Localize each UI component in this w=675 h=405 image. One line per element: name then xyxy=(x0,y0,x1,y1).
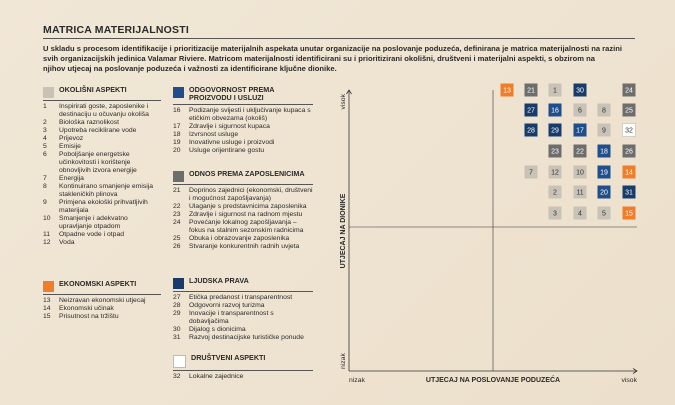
legend-item-number: 15 xyxy=(43,313,51,320)
legend-item-text: Podizanje svijesti i uključivanje kupaca s etičkim obvezama (okoliš) xyxy=(189,107,311,123)
matrix-cell-label: 15 xyxy=(625,210,633,218)
legend-item-text: Stvaranje konkurentnih radnih uvjeta xyxy=(189,243,300,250)
matrix-cell-label: 27 xyxy=(527,107,535,115)
matrix-cell-label: 12 xyxy=(551,169,559,177)
legend-item-text: Ekonomski učinak xyxy=(59,305,114,312)
matrix-cell-label: 19 xyxy=(600,169,608,177)
matrix-cell-label: 9 xyxy=(602,127,606,135)
legend-item-text: Poboljšanje energetske učinkovitosti i korištenje obnovljivih izvora energije xyxy=(59,151,137,174)
legend-item-number: 2 xyxy=(43,119,47,126)
legend-item-text: Zdravlje i sigurnost kupaca xyxy=(189,123,270,131)
legend-item-text: Obuka i obrazovanje zaposlenika xyxy=(189,235,290,242)
legend-item-number: 30 xyxy=(173,326,181,333)
legend-item-number: 20 xyxy=(173,147,181,155)
matrix-cell-label: 2 xyxy=(553,189,557,197)
legend-item-text: Otpadne vode i otpad xyxy=(59,231,124,238)
legend-item-text: Inovativne usluge i proizvodi xyxy=(189,139,275,147)
legend-category-title: EKONOMSKI ASPEKTI xyxy=(59,279,137,288)
legend-item-number: 21 xyxy=(173,187,181,194)
matrix-cell-label: 22 xyxy=(576,148,584,156)
matrix-cell-label: 3 xyxy=(553,210,557,218)
legend-item-number: 32 xyxy=(173,373,181,380)
matrix-cell-label: 10 xyxy=(576,169,584,177)
legend-item-text: Usluge orijentirane gostu xyxy=(189,147,265,155)
matrix-cell-label: 32 xyxy=(625,127,633,135)
legend-item-text: Biološka raznolikost xyxy=(59,119,120,126)
legend-item-text: Lokalne zajednice xyxy=(189,373,244,380)
legend-item-text: Dijalog s dionicima xyxy=(189,326,246,333)
legend-item-number: 28 xyxy=(173,302,181,309)
matrix-cell-label: 16 xyxy=(551,107,559,115)
legend-item-text: Prisutnost na tržištu xyxy=(59,313,119,320)
legend-item-number: 11 xyxy=(43,231,51,238)
legend-category-title: ODGOVORNOST PREMA PROIZVODU I USLUZI xyxy=(189,85,275,103)
legend-item-text: Upotreba recikliranе vode xyxy=(59,127,137,134)
legend-item-number: 22 xyxy=(173,203,181,210)
legend-item-text: Etička predanost i transparentnost xyxy=(189,294,293,301)
matrix-cell-label: 6 xyxy=(578,107,582,115)
legend-item-number: 5 xyxy=(43,143,47,150)
matrix-cell-label: 28 xyxy=(527,127,535,135)
y-axis-title: UTJECAJ NA DIONIKE xyxy=(340,193,347,269)
legend-item-text: Odgovorni razvoj turizma xyxy=(189,302,265,309)
legend-item-number: 3 xyxy=(43,127,47,134)
legend-item-number: 8 xyxy=(43,183,47,190)
legend-item-number: 26 xyxy=(173,243,181,250)
matrix-cell-label: 13 xyxy=(503,87,511,95)
matrix-cell-label: 11 xyxy=(576,189,584,197)
legend-item-number: 24 xyxy=(173,219,181,226)
matrix-cell-label: 1 xyxy=(553,87,557,95)
legend-item-number: 12 xyxy=(43,239,51,246)
x-axis-low-label: nizak xyxy=(349,377,365,384)
legend-item-text: Voda xyxy=(59,239,75,246)
legend-item-text: Izvrsnost usluge xyxy=(189,131,239,139)
legend-item-number: 13 xyxy=(43,297,51,304)
legend-item-text: Smanjenje i adekvatno upravljanje otpadom xyxy=(59,215,128,230)
legend-item-text: Kontinuirano smanjenje emisija stakleničkih plinova xyxy=(59,183,154,198)
legend-item-text: Prijevoz xyxy=(59,135,84,142)
matrix-cell-label: 8 xyxy=(602,107,606,115)
legend-item-text: Zdravlje i sigurnost na radnom mjestu xyxy=(189,211,303,218)
legend-item-text: Inspirirati goste, zaposlenike i destinaciju u očuvanju okoliša xyxy=(59,103,149,118)
legend-item-text: Povećanje lokalnog zapošljavanja – fokus na stalnim sezonskim radnicima xyxy=(189,219,304,234)
legend-item-text: Emisije xyxy=(59,143,81,150)
legend-item-text: Energija xyxy=(59,175,84,182)
matrix-cell-label: 20 xyxy=(600,189,608,197)
legend-item-number: 7 xyxy=(43,175,47,182)
legend-item-number: 14 xyxy=(43,305,51,312)
legend-item-number: 1 xyxy=(43,103,47,110)
legend-item-number: 31 xyxy=(173,334,181,341)
legend-item-text: Inovacije i transparentnost s dobavljačima xyxy=(189,310,274,325)
matrix-cell-label: 25 xyxy=(625,107,633,115)
matrix-cell-label: 7 xyxy=(529,169,533,177)
legend-item-text: Primjena ekološki prihvatljivih materijala xyxy=(59,199,148,214)
legend-item-number: 27 xyxy=(173,294,181,301)
legend-item-text: Neizravan ekonomski utjecaj xyxy=(59,297,146,304)
matrix-cell-label: 26 xyxy=(625,148,633,156)
matrix-cell-label: 24 xyxy=(625,87,633,95)
legend-item-number: 16 xyxy=(173,107,181,115)
matrix-cell-label: 14 xyxy=(625,169,633,177)
legend-item-number: 9 xyxy=(43,199,47,206)
legend-item-number: 25 xyxy=(173,235,181,242)
matrix-cell-label: 29 xyxy=(551,127,559,135)
legend-item-number: 23 xyxy=(173,211,181,218)
intro-line: njihov utjecaj na poslovanje poduzeća i važnosti za identificirane ključne dionike. xyxy=(43,64,337,73)
x-axis-high-label: visok xyxy=(621,377,637,384)
matrix-cell-label: 4 xyxy=(578,210,582,218)
legend-item-number: 17 xyxy=(173,123,181,131)
legend-item-number: 10 xyxy=(43,215,51,222)
legend-item-number: 4 xyxy=(43,135,47,142)
matrix-cell-label: 23 xyxy=(551,148,559,156)
legend-category-title: ODNOS PREMA ZAPOSLENICIMA xyxy=(189,169,305,178)
legend-item-number: 18 xyxy=(173,131,181,139)
matrix-cell-label: 30 xyxy=(576,87,584,95)
matrix-cell-label: 18 xyxy=(600,148,608,156)
legend-item-number: 29 xyxy=(173,310,181,317)
legend-category-title: LJUDSKA PRAVA xyxy=(189,276,249,285)
y-axis-low-label: nizak xyxy=(340,353,347,369)
matrix-cell-label: 17 xyxy=(576,127,584,135)
legend-item-text: Razvoj destinacijske turističke ponude xyxy=(189,334,304,341)
legend-item-text: Ulaganje s predstavnicima zaposlenika xyxy=(189,203,307,210)
legend-item-number: 6 xyxy=(43,151,47,158)
matrix-cell-label: 21 xyxy=(527,87,535,95)
matrix-cell-label: 5 xyxy=(602,210,606,218)
legend-item-text: Doprinos zajednici (ekonomski, društveni i mogućnost zapošljavanja) xyxy=(189,187,313,202)
intro-line: svih organizacijskih jedinica Valamar Riviere. Matricom materijalnosti identificirani su i prioritizirani okolišni, društveni i materijalni aspekti, s obzirom na xyxy=(43,54,595,63)
legend-category-title: OKOLIŠNI ASPEKTI xyxy=(59,85,127,94)
legend-item-number: 19 xyxy=(173,139,181,147)
legend-category-title: DRUŠTVENI ASPEKTI xyxy=(191,353,266,362)
y-axis-high-label: visok xyxy=(340,94,347,110)
page-title: MATRICA MATERIJALNOSTI xyxy=(43,24,189,36)
intro-line: U skladu s procesom identifikacije i prioritizacije materijalnih aspekata unutar organizacije na poslovanje poduzeća, definirana je matrica materijalnosti na razini xyxy=(43,44,622,53)
x-axis-title: UTJECAJ NA POSLOVANJE PODUZEĆA xyxy=(425,377,561,384)
matrix-cell-label: 31 xyxy=(625,189,633,197)
